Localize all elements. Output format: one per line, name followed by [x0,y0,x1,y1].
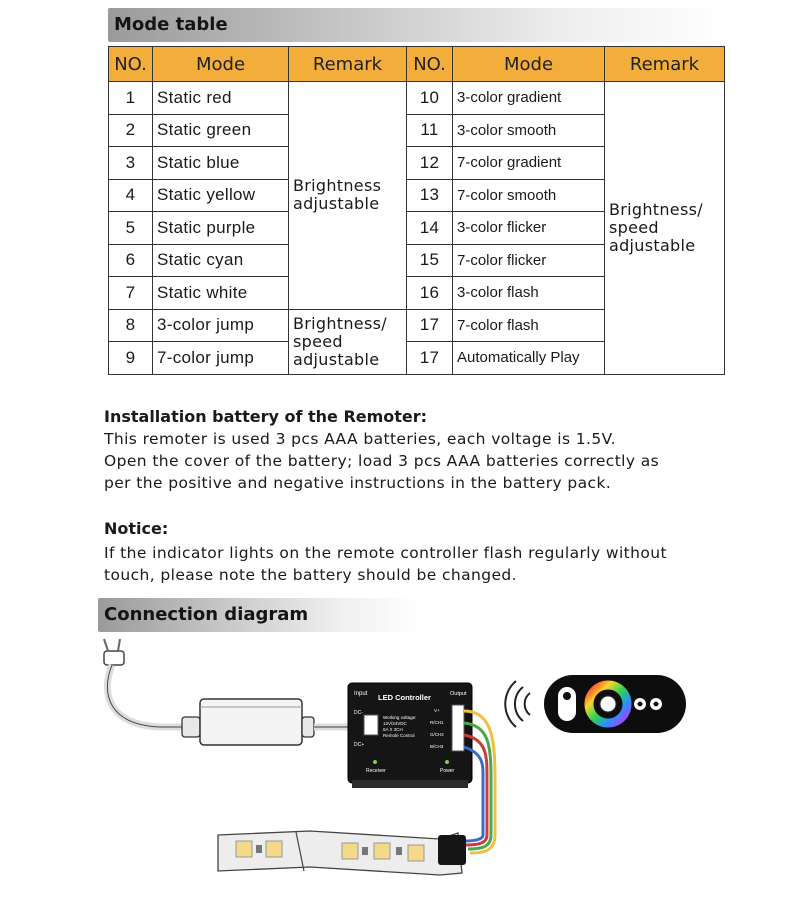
mode-name: 7-color flash [453,309,605,342]
mode-number: 5 [109,212,153,245]
mode-name: Static green [153,114,289,147]
dc-minus-label: DC- [354,710,363,716]
ac-cable [107,665,182,727]
mode-name: Static blue [153,147,289,180]
connection-diagram-title: Connection diagram [104,604,309,625]
channel-label: R/CH1 [430,720,444,725]
controller-spec-line: 6A X 3CH [383,727,403,732]
col-header-no: NO. [407,47,453,82]
power-adapter [182,699,314,745]
dc-plus-label: DC+ [354,742,365,748]
receiver-label: Receiver [366,768,386,774]
mode-number: 15 [407,244,453,277]
table-row [109,82,725,115]
controller-input-label: Input [354,691,368,697]
connection-diagram-header [98,598,418,632]
output-terminal-block [452,705,464,751]
mode-name: Automatically Play [453,342,605,375]
mode-name: Static cyan [153,244,289,277]
led-chip-icon [408,845,424,861]
resistor-icon [256,845,262,853]
mode-name: Static yellow [153,179,289,212]
led-strip [218,831,466,875]
remark-cell: Brightness adjustable [289,82,407,310]
col-header-no: NO. [109,47,153,82]
controller-spec-line: Working voltage: [383,715,417,720]
col-header-remark: Remark [289,47,407,82]
mode-number: 8 [109,309,153,342]
mode-name: 7-color gradient [453,147,605,180]
remote-center-button [600,696,616,712]
mode-name: Static white [153,277,289,310]
mode-name: Static purple [153,212,289,245]
notice-heading: Notice: [104,519,169,538]
mode-number: 7 [109,277,153,310]
power-plug-icon [104,639,124,665]
installation-line: This remoter is used 3 pcs AAA batteries, each voltage is 1.5V. [104,430,616,448]
strip-connector [438,835,466,865]
mode-number: 6 [109,244,153,277]
installation-line: per the positive and negative instructions in the battery pack. [104,474,612,492]
remark-cell: Brightness/ speed adjustable [289,309,407,374]
mode-name: 7-color smooth [453,179,605,212]
mode-number: 14 [407,212,453,245]
mode-number: 2 [109,114,153,147]
remark-cell: Brightness/ speed adjustable [605,82,725,375]
controller-spec-line: Remote Control [383,733,415,738]
mode-name: 7-color jump [153,342,289,375]
col-header-mode: Mode [153,47,289,82]
mode-number: 13 [407,179,453,212]
led-chip-icon [374,843,390,859]
mode-number: 17 [407,342,453,375]
mode-table-header-row [109,47,725,82]
channel-label: V+ [434,708,440,713]
mode-name: 7-color flicker [453,244,605,277]
installation-line: Open the cover of the battery; load 3 pcs AAA batteries correctly as [104,452,660,470]
resistor-icon [396,847,402,855]
mode-number: 11 [407,114,453,147]
mode-name: 3-color flicker [453,212,605,245]
col-header-remark: Remark [605,47,725,82]
dc-terminal-block [364,715,378,735]
mode-name: 3-color smooth [453,114,605,147]
controller-spec-line: 12V/24VDC [383,721,407,726]
connection-diagram [90,635,730,895]
power-indicator-icon [445,760,449,764]
mode-number: 12 [407,147,453,180]
resistor-icon [362,847,368,855]
led-chip-icon [236,841,252,857]
notice-line: touch, please note the battery should be changed. [104,566,518,584]
led-chip-icon [342,843,358,859]
channel-label: B/CH3 [430,744,444,749]
channel-label: G/CH2 [430,732,444,737]
led-chip-icon [266,841,282,857]
mode-name: 3-color flash [453,277,605,310]
mode-number: 3 [109,147,153,180]
mode-name: Static red [153,82,289,115]
mode-number: 10 [407,82,453,115]
receiver-indicator-icon [373,760,377,764]
mode-name: 3-color gradient [453,82,605,115]
mode-table [108,46,725,375]
mode-table-title: Mode table [114,14,228,35]
wireless-signal-icon [505,681,530,727]
controller-output-label: Output [450,691,467,697]
mode-number: 17 [407,309,453,342]
notice-section [104,519,744,586]
mode-table-header [108,8,726,42]
power-label: Power [440,768,455,774]
mode-name: 3-color jump [153,309,289,342]
col-header-mode: Mode [453,47,605,82]
rf-remote [544,675,686,733]
mode-number: 9 [109,342,153,375]
notice-line: If the indicator lights on the remote controller flash regularly without [104,544,667,562]
mode-number: 4 [109,179,153,212]
mode-number: 16 [407,277,453,310]
led-controller [348,683,472,788]
installation-heading: Installation battery of the Remoter: [104,407,428,426]
controller-title: LED Controller [378,693,431,702]
installation-section [104,407,744,494]
mode-number: 1 [109,82,153,115]
